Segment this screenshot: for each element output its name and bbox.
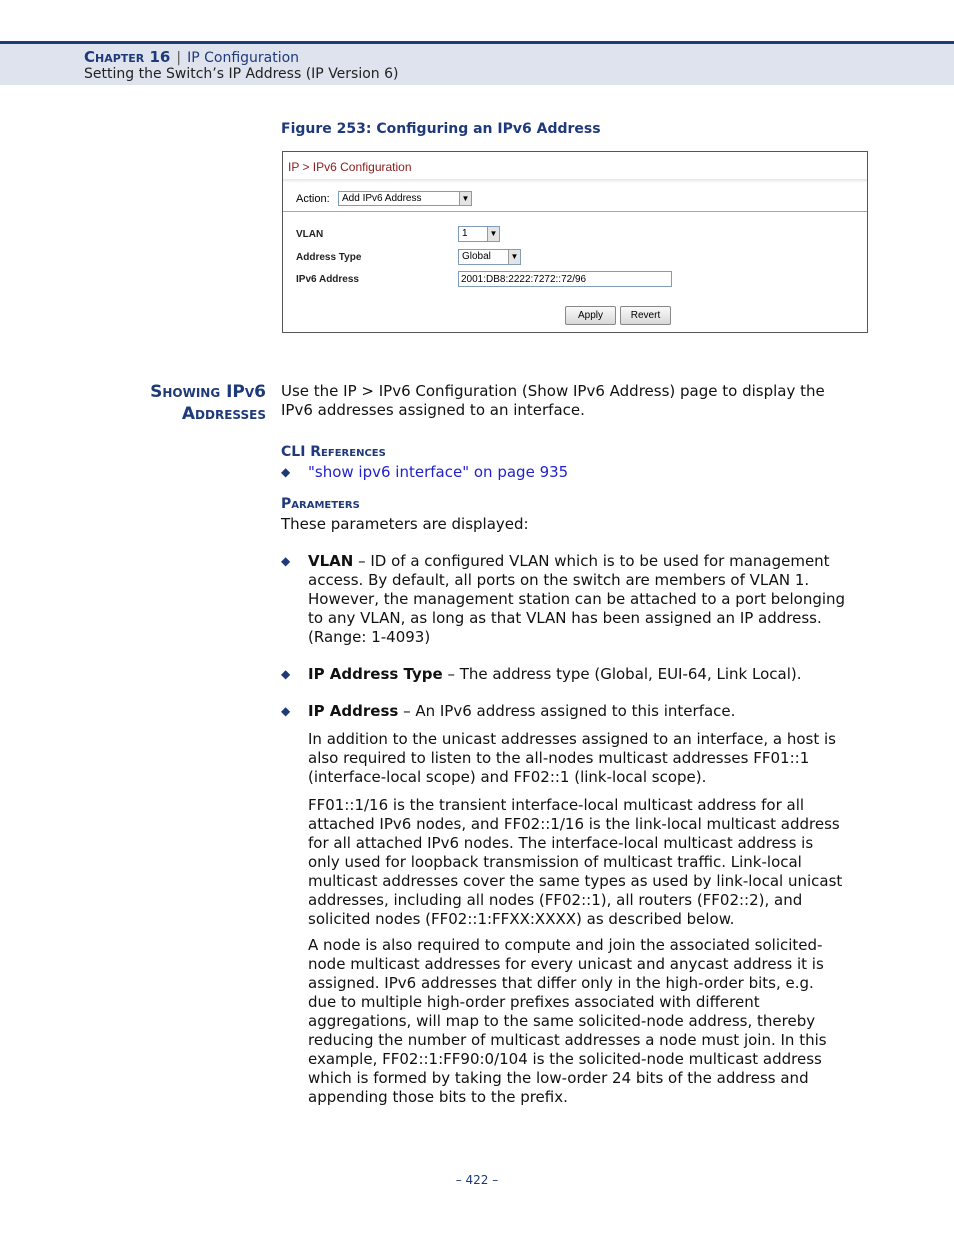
- revert-button[interactable]: Revert: [620, 306, 671, 325]
- bullet-icon: ◆: [281, 554, 291, 568]
- parameters-heading: Parameters: [281, 496, 360, 512]
- text-line: for all attached IPv6 nodes. The interface-local multicast address is: [308, 834, 814, 852]
- param-desc-line: access. By default, all ports on the switch are members of VLAN 1.: [308, 571, 810, 589]
- address-type-value: Global: [462, 251, 491, 262]
- chevron-down-icon: ▼: [508, 250, 520, 264]
- text-line: node multicast addresses for every unicast and anycast address it is: [308, 955, 824, 973]
- param-vlan: [308, 552, 868, 647]
- text-line: multicast addresses cover the same types as used by link-local unicast: [308, 872, 843, 890]
- param-desc: – The address type (Global, EUI-64, Link Local).: [442, 665, 802, 683]
- text-line: solicited nodes (FF02::1:FFXX:XXXX) as described below.: [308, 910, 735, 928]
- paragraph-multicast: [308, 796, 868, 929]
- vlan-select-value: 1: [462, 228, 468, 239]
- text-line: reducing the number of multicast addresses a node must join. In this: [308, 1031, 827, 1049]
- text-line: due to multiple high-order prefixes associated with different: [308, 993, 760, 1011]
- text-line: only used for loopback transmission of multicast traffic. Link-local: [308, 853, 802, 871]
- chapter-line: [84, 48, 299, 66]
- text-line: also required to listen to the all-nodes multicast addresses FF01::1: [308, 749, 810, 767]
- param-term: IP Address Type: [308, 665, 443, 683]
- text-line: In addition to the unicast addresses assigned to an interface, a host is: [308, 730, 836, 748]
- parameters-intro: These parameters are displayed:: [281, 515, 529, 533]
- chevron-down-icon: ▼: [487, 227, 499, 241]
- text-line: assigned. IPv6 addresses that differ only in the high-order bits, e.g.: [308, 974, 814, 992]
- section-heading: [150, 381, 266, 425]
- vlan-label: VLAN: [296, 229, 324, 240]
- intro-paragraph: [281, 382, 825, 420]
- param-term: IP Address: [308, 702, 399, 720]
- text-line: addresses, including all nodes (FF02::1), all routers (FF02::2), and: [308, 891, 803, 909]
- action-label: Action:: [296, 193, 330, 205]
- text-line: FF01::1/16 is the transient interface-local multicast address for all: [308, 796, 805, 814]
- chevron-down-icon: ▼: [459, 192, 471, 205]
- text-line: example, FF02::1:FF90:0/104 is the solicited-node multicast address: [308, 1050, 822, 1068]
- intro-line: Use the IP > IPv6 Configuration (Show IPv6 Address) page to display the: [281, 382, 825, 400]
- ipv6-address-input[interactable]: [458, 271, 672, 287]
- page-number: – 422 –: [455, 1173, 499, 1187]
- apply-button[interactable]: Apply: [565, 306, 616, 325]
- bullet-icon: ◆: [281, 465, 291, 479]
- action-select-value: Add IPv6 Address: [342, 193, 422, 204]
- param-desc: – ID of a configured VLAN which is to be used for management: [353, 552, 830, 570]
- param-desc-line: (Range: 1-4093): [308, 628, 431, 646]
- panel-divider: [283, 211, 867, 212]
- param-term: VLAN: [308, 552, 354, 570]
- chapter-number: Chapter 16: [84, 48, 171, 66]
- text-line: (interface-local scope) and FF02::1 (link-local scope).: [308, 768, 707, 786]
- text-line: aggregations, will map to the same solicited-node address, thereby: [308, 1012, 816, 1030]
- text-line: appending those bits to the prefix.: [308, 1088, 568, 1106]
- figure-caption: Figure 253: Configuring an IPv6 Address: [281, 121, 601, 137]
- bullet-icon: ◆: [281, 667, 291, 681]
- action-select[interactable]: [338, 191, 472, 206]
- param-desc: – An IPv6 address assigned to this interface.: [398, 702, 736, 720]
- page-header: [0, 41, 954, 85]
- section-heading-line2: Addresses: [181, 404, 266, 424]
- text-line: A node is also required to compute and join the associated solicited-: [308, 936, 823, 954]
- param-desc-line: to any VLAN, as long as that VLAN has been assigned an IP address.: [308, 609, 822, 627]
- panel-title-bar: [283, 179, 867, 183]
- bullet-icon: ◆: [281, 704, 291, 718]
- section-title: Setting the Switch’s IP Address (IP Version 6): [84, 66, 399, 82]
- param-ip-address: [308, 702, 868, 721]
- address-type-select[interactable]: [458, 249, 521, 265]
- intro-line: IPv6 addresses assigned to an interface.: [281, 401, 585, 419]
- header-separator: |: [176, 50, 182, 66]
- ipv6-config-panel: [282, 151, 868, 333]
- text-line: attached IPv6 nodes, and FF02::1/16 is the link-local multicast address: [308, 815, 840, 833]
- cli-references-heading: CLI References: [281, 444, 386, 460]
- cli-reference-link[interactable]: "show ipv6 interface" on page 935: [308, 463, 569, 481]
- param-ip-address-type: [308, 665, 868, 684]
- address-type-label: Address Type: [296, 252, 362, 263]
- section-heading-line1: Showing IPv6: [150, 382, 266, 402]
- panel-title: IP > IPv6 Configuration: [288, 160, 412, 174]
- paragraph-solicited-node: [308, 936, 868, 1107]
- paragraph-unicast: [308, 730, 868, 787]
- ipv6-address-label: IPv6 Address: [296, 274, 359, 285]
- chapter-title: IP Configuration: [187, 50, 300, 66]
- vlan-select[interactable]: [458, 226, 500, 242]
- text-line: which is formed by taking the low-order 24 bits of the address and: [308, 1069, 809, 1087]
- param-desc-line: However, the management station can be attached to a port belonging: [308, 590, 846, 608]
